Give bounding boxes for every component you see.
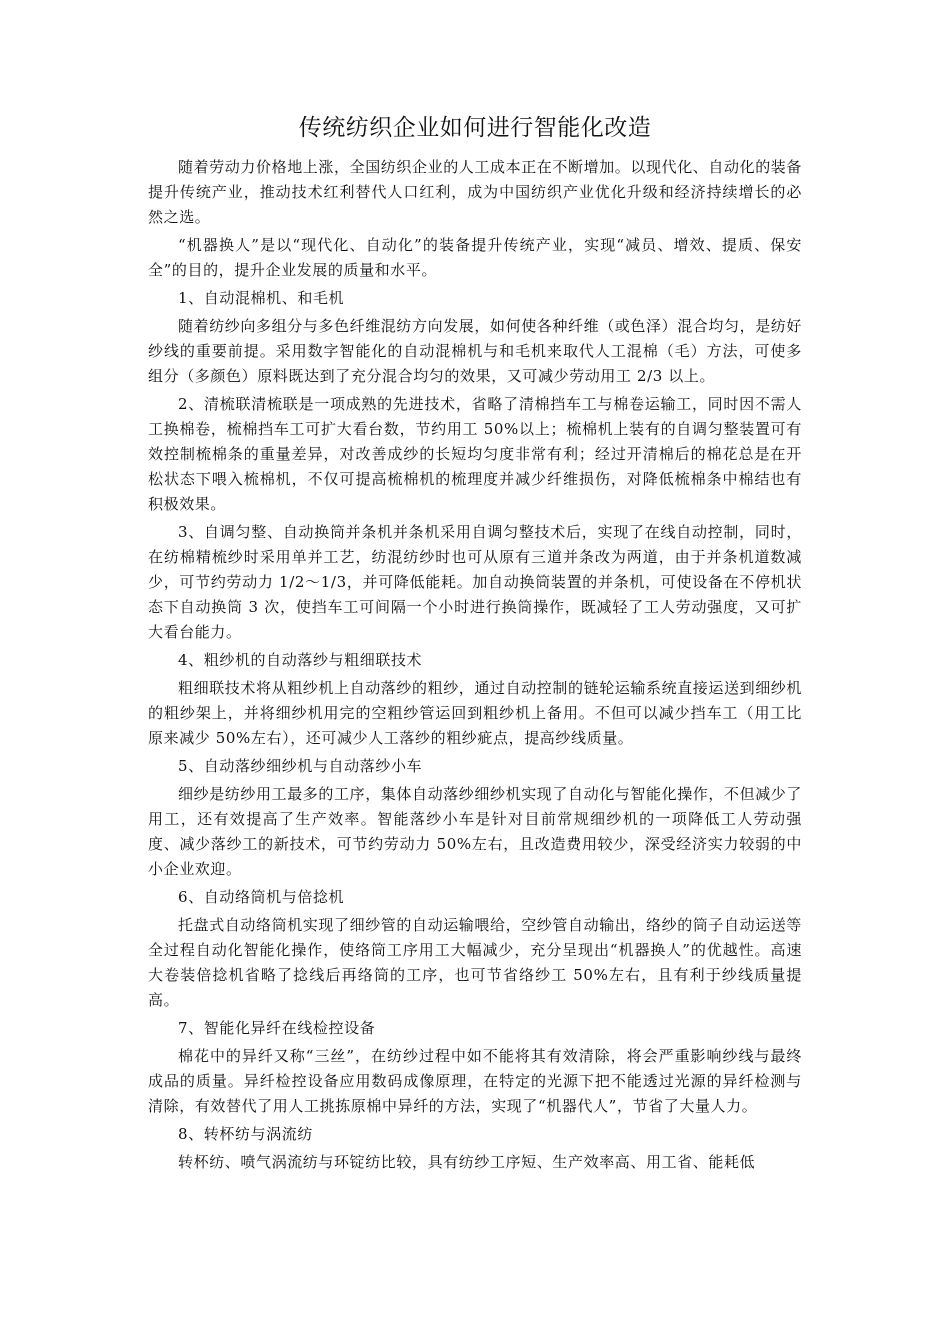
paragraph-intro: 随着劳动力价格地上涨，全国纺织企业的人工成本正在不断增加。以现代化、自动化的装备提升传统产业，推动技术红利替代人口红利，成为中国纺织产业优化升级和经济持续增长的必然之选。 [148,158,803,226]
document-page [148,113,802,1178]
section-heading-7: 7、智能化异纤在线检控设备 [178,1019,376,1037]
section-heading-6: 6、自动络筒机与倍捻机 [178,888,345,906]
section-heading-1: 1、自动混棉机、和毛机 [178,289,345,307]
section-heading-5: 5、自动落纱细纱机与自动落纱小车 [178,757,423,775]
paragraph-section-3: 3、自调匀整、自动换筒并条机并条机采用自调匀整技术后，实现了在线自动控制，同时，在纺棉精梳纱时采用单并工艺，纺混纺纱时也可从原有三道并条改为两道，由于并条机道数减少，可节约劳动力 1/2～1/3，并可降低能耗。加自动换筒装置的并条机，可使设备在不停机状态下自动换筒 3 次，使挡车工可间隔一个小时进行换筒操作，既减轻了工人劳动强度，又可扩大看台能力。 [148,523,802,641]
paragraph-section-8: 转杯纺、喷气涡流纺与环锭纺比较，具有纺纱工序短、生产效率高、用工省、能耗低 [178,1153,756,1171]
document-title: 传统纺织企业如何进行智能化改造 [298,115,652,141]
paragraph-section-1: 随着纺纱向多组分与多色纤维混纺方向发展，如何使各种纤维（或色泽）混合均匀，是纺好纱线的重要前提。采用数字智能化的自动混棉机与和毛机来取代人工混棉（毛）方法，可使多组分（多颜色）原料既达到了充分混合均匀的效果，又可减少劳动用工 2/3 以上。 [148,317,803,385]
section-heading-4: 4、粗纱机的自动落纱与粗细联技术 [178,651,423,669]
paragraph-section-5: 细纱是纺纱用工最多的工序，集体自动落纱细纱机实现了自动化与智能化操作，不但减少了用工，还有效提高了生产效率。智能落纱小车是针对目前常规细纱机的一项降低工人劳动强度、减少落纱工的新技术，可节约劳动力 50%左右，且改造费用较少，深受经济实力较弱的中小企业欢迎。 [148,785,803,878]
paragraph-section-7: 棉花中的异纤又称“三丝”，在纺纱过程中如不能将其有效清除，将会严重影响纱线与最终成品的质量。异纤检控设备应用数码成像原理，在特定的光源下把不能透过光源的异纤检测与清除，有效替代了用人工挑拣原棉中异纤的方法，实现了“机器代人”，节省了大量人力。 [148,1047,802,1115]
section-heading-8: 8、转杯纺与涡流纺 [178,1125,313,1143]
paragraph-section-4: 粗细联技术将从粗纱机上自动落纱的粗纱，通过自动控制的链轮运输系统直接运送到细纱机的粗纱架上，并将细纱机用完的空粗纱管运回到粗纱机上备用。不但可以减少挡车工（用工比原来减少 50%左右），还可减少人工落纱的粗纱疵点，提高纱线质量。 [148,679,803,747]
paragraph-section-2: 2、清梳联清梳联是一项成熟的先进技术，省略了清棉挡车工与棉卷运输工，同时因不需人工换棉卷，梳棉挡车工可扩大看台数，节约用工 50%以上；梳棉机上装有的自调匀整装置可有效控制梳棉条的重量差异，对改善成纱的长短均匀度非常有利；经过开清棉后的棉花总是在开松状态下喂入梳棉机，不仅可提高梳棉机的梳理度并减少纤维损伤，对降低梳棉条中棉结也有积极效果。 [148,395,802,513]
paragraph-section-6: 托盘式自动络筒机实现了细纱管的自动运输喂给，空纱管自动输出，络纱的筒子自动运送等全过程自动化智能化操作，使络筒工序用工大幅减少，充分呈现出“机器换人”的优越性。高速大卷装倍捻机省略了捻线后再络筒的工序，也可节省络纱工 50%左右，且有利于纱线质量提高。 [148,916,803,1009]
paragraph-machine-replacement: “机器换人”是以“现代化、自动化”的装备提升传统产业，实现“减员、增效、提质、保安全”的目的，提升企业发展的质量和水平。 [148,236,802,279]
